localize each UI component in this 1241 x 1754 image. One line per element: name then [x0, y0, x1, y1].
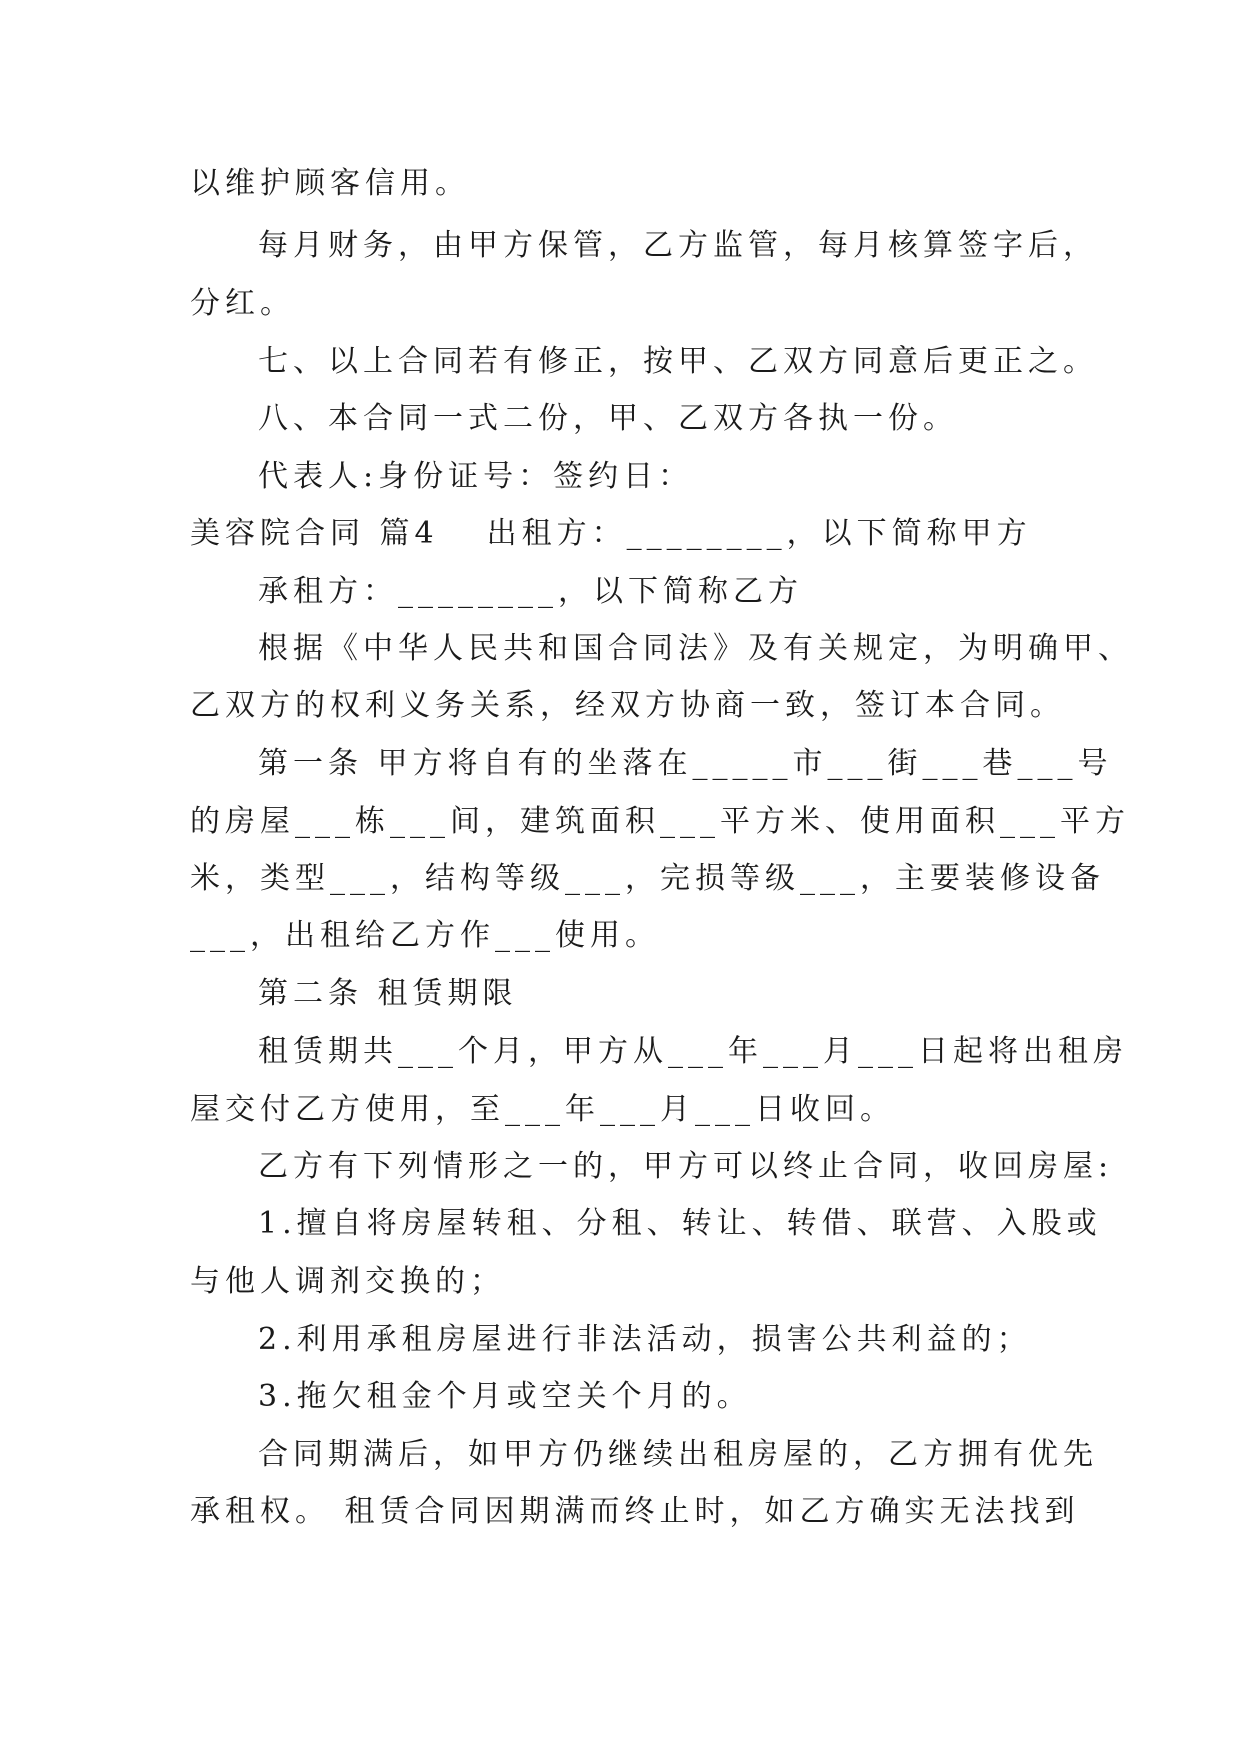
paragraph-line: 3.拖欠租金个月或空关个月的。 [258, 1379, 752, 1414]
paragraph-line: 乙方有下列情形之一的，甲方可以终止合同，收回房屋: [258, 1149, 1114, 1184]
section-heading: 美容院合同 篇4 [190, 516, 439, 551]
paragraph-line: 根据《中华人民共和国合同法》及有关规定，为明确甲、 [258, 631, 1133, 666]
paragraph-line: 米，类型___，结构等级___，完损等级___，主要装修设备 [190, 861, 1105, 896]
paragraph-line: 租赁期共___个月，甲方从___年___月___日起将出租房 [258, 1034, 1128, 1069]
paragraph-line: 代表人:身份证号：签约日： [258, 459, 694, 494]
paragraph-line: 合同期满后，如甲方仍继续出租房屋的，乙方拥有优先 [258, 1437, 1098, 1472]
paragraph-line: 每月财务，由甲方保管，乙方监管，每月核算签字后， [258, 228, 1098, 263]
paragraph-line: 1.擅自将房屋转租、分租、转让、转借、联营、入股或 [258, 1206, 1102, 1241]
paragraph-line: 承租权。 租赁合同因期满而终止时，如乙方确实无法找到 [190, 1494, 1080, 1529]
section-heading-row [190, 514, 1032, 554]
paragraph-line: 八、本合同一式二份，甲、乙双方各执一份。 [258, 401, 958, 436]
paragraph-line: 以维护顾客信用。 [190, 166, 470, 201]
paragraph-line: 乙双方的权利义务关系，经双方协商一致，签订本合同。 [190, 688, 1065, 723]
paragraph-line: 与他人调剂交换的； [190, 1264, 505, 1299]
paragraph-line: 七、以上合同若有修正，按甲、乙双方同意后更正之。 [258, 344, 1098, 379]
lessor-line: 出租方：________，以下简称甲方 [486, 516, 1032, 551]
paragraph-line: ___，出租给乙方作___使用。 [190, 918, 660, 953]
paragraph-line: 屋交付乙方使用，至___年___月___日收回。 [190, 1092, 895, 1127]
paragraph-line: 承租方：________，以下简称乙方 [258, 574, 803, 609]
paragraph-line: 第二条 租赁期限 [258, 976, 518, 1011]
paragraph-line: 的房屋___栋___间，建筑面积___平方米、使用面积___平方 [190, 804, 1130, 839]
paragraph-line: 分红。 [190, 286, 295, 321]
paragraph-line: 第一条 甲方将自有的坐落在_____市___街___巷___号 [258, 746, 1113, 781]
paragraph-line: 2.利用承租房屋进行非法活动，损害公共利益的； [258, 1322, 1032, 1357]
